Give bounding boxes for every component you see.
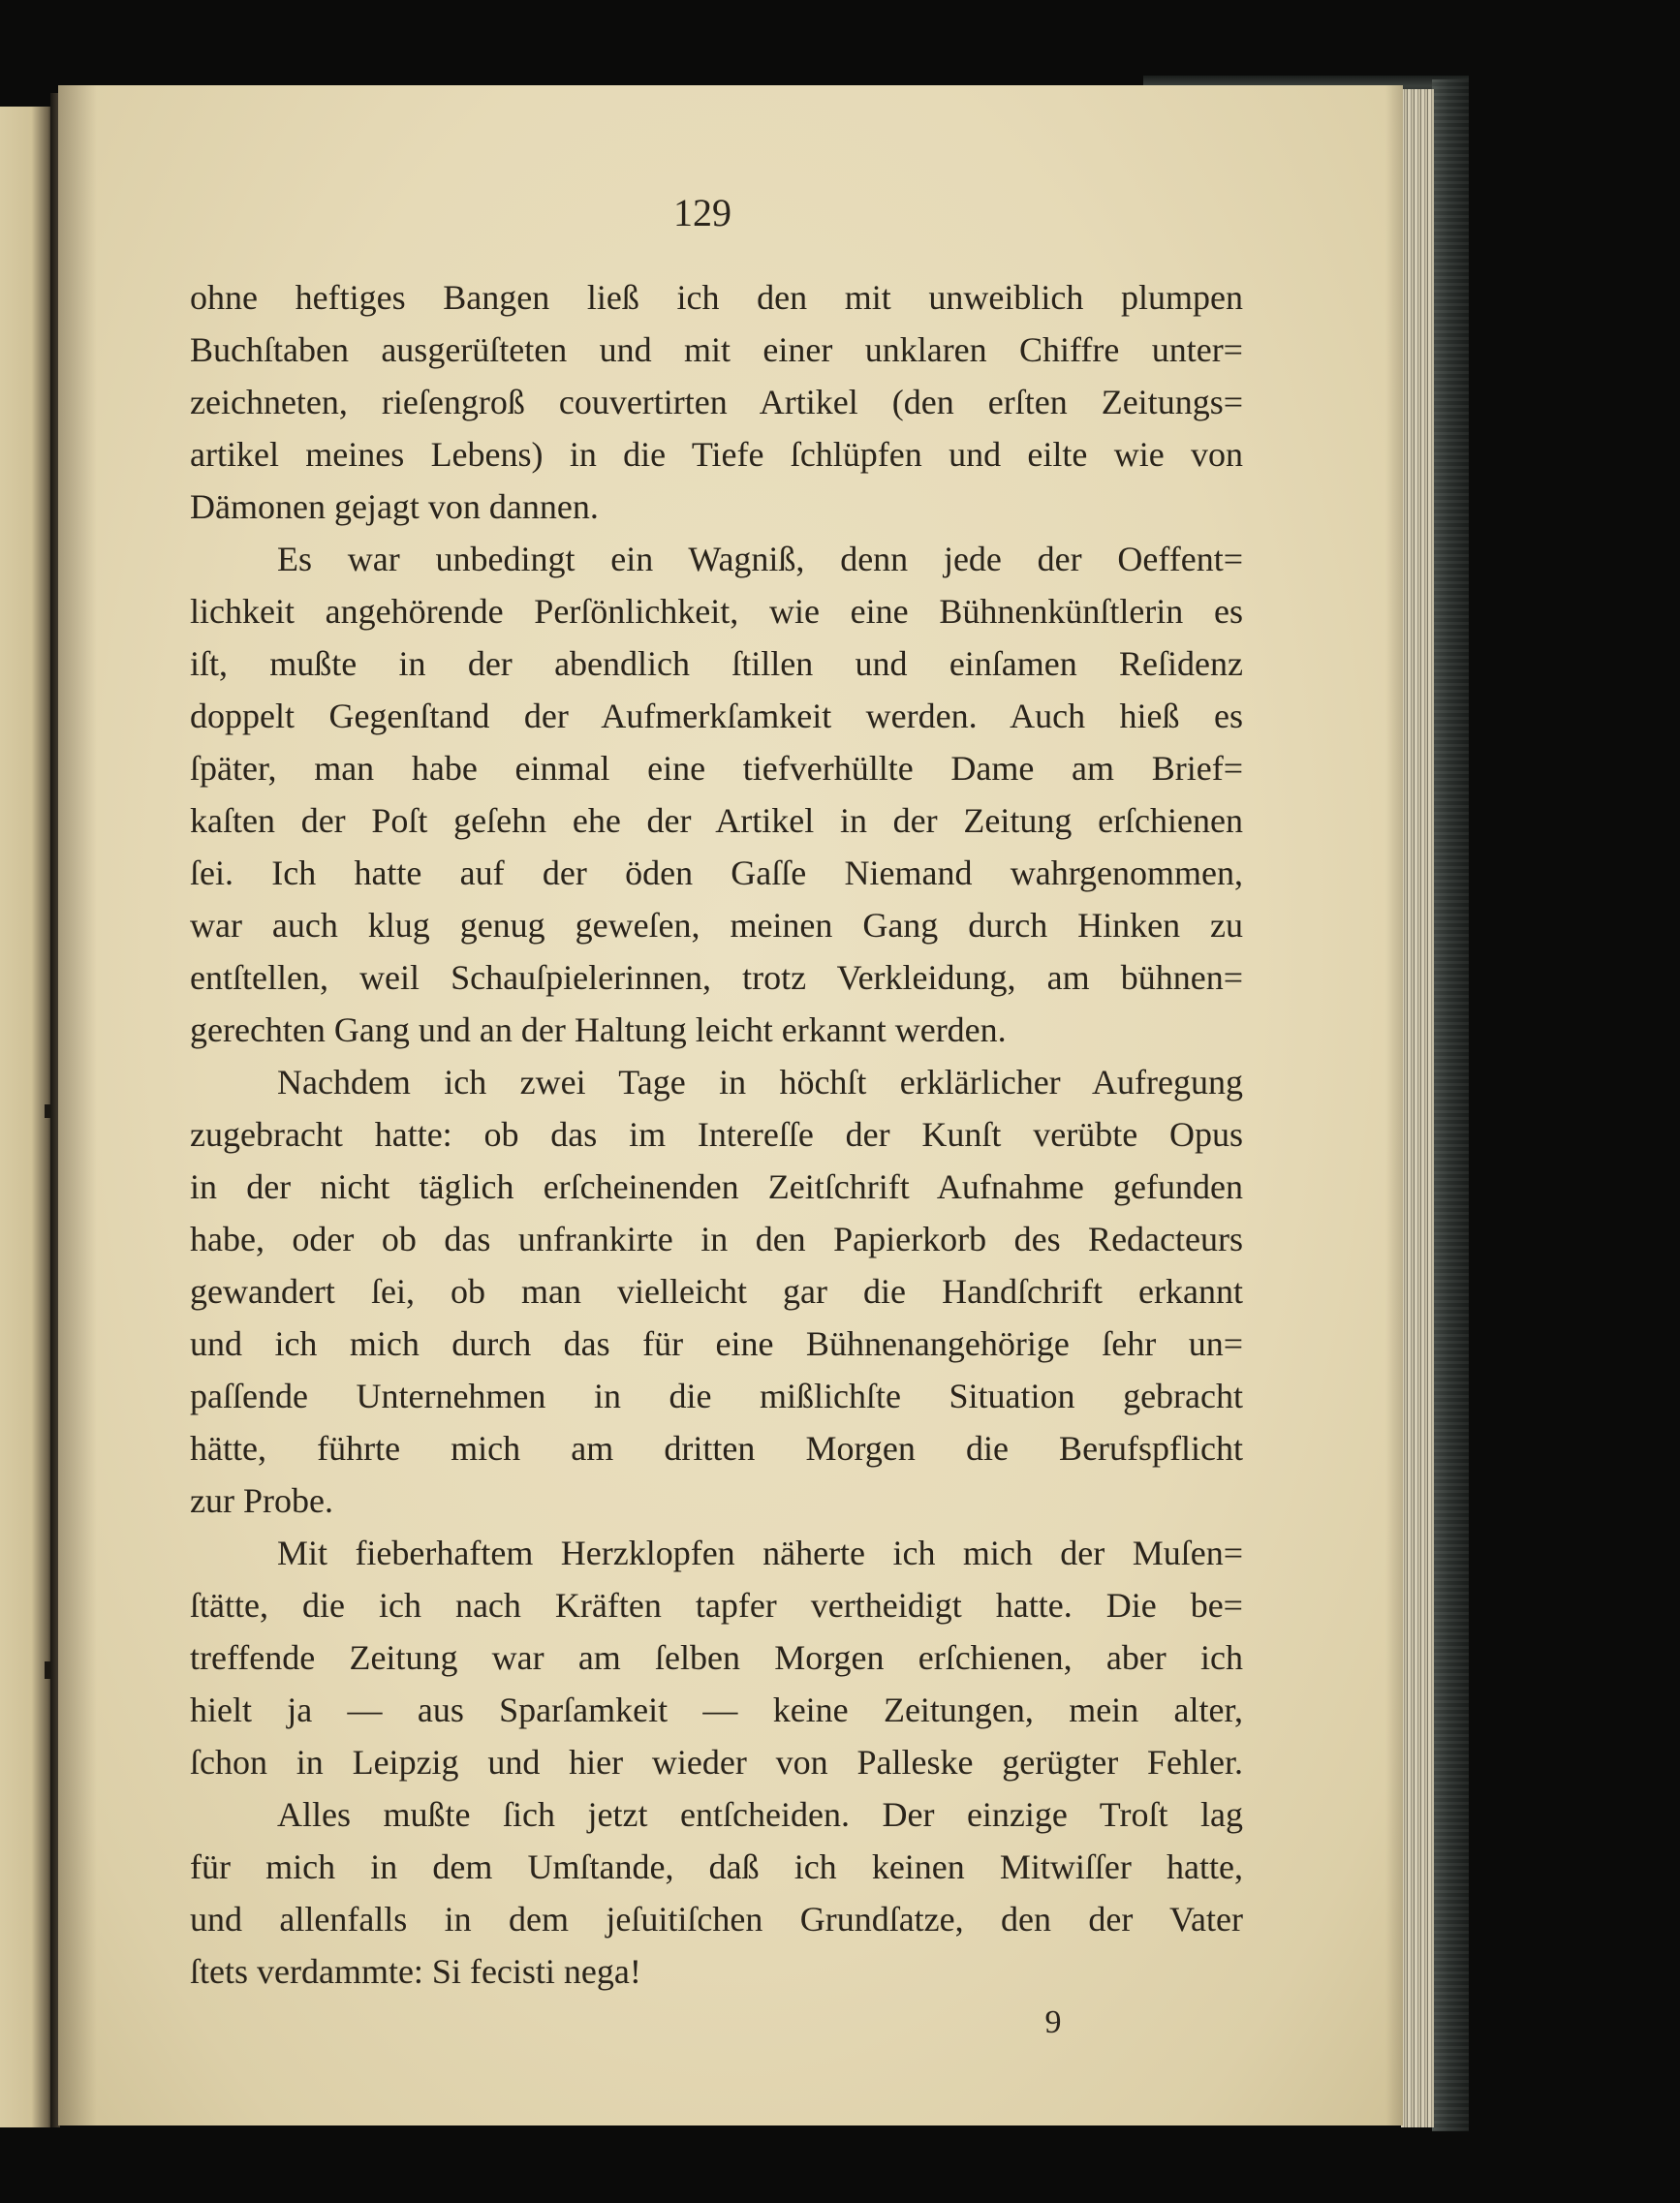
text-line: gerechten Gang und an der Haltung leicht erkannt werden. — [190, 1010, 1007, 1049]
text-line: Alles mußte ſich jetzt entſcheiden. Der einzige Troſt lag — [277, 1795, 1243, 1834]
text-line: doppelt Gegenſtand der Aufmerkſamkeit werden. Auch hieß es — [190, 697, 1243, 735]
page-number: 129 — [673, 191, 731, 234]
text-line: und ich mich durch das für eine Bühnenangehörige ſehr un= — [190, 1324, 1243, 1363]
signature-mark: 9 — [1044, 2004, 1062, 2040]
text-line: hätte, führte mich am dritten Morgen die Berufspflicht — [190, 1429, 1243, 1468]
page-stack-edge — [1401, 89, 1434, 2127]
text-line: ſpäter, man habe einmal eine tiefverhüllte Dame am Brief= — [190, 749, 1243, 788]
text-line: ſtätte, die ich nach Kräften tapfer vertheidigt hatte. Die be= — [190, 1586, 1243, 1625]
text-line: zeichneten, rieſengroß couvertirten Artikel (den erſten Zeitungs= — [190, 383, 1243, 421]
text-line: ſei. Ich hatte auf der öden Gaſſe Niemand wahrgenommen, — [190, 853, 1243, 892]
text-line: treffende Zeitung war am ſelben Morgen erſchienen, aber ich — [190, 1638, 1243, 1677]
text-line: Mit fieberhaftem Herzklopfen näherte ich mich der Muſen= — [277, 1534, 1243, 1572]
book-cover-edge — [1432, 79, 1469, 2131]
text-line: kaſten der Poſt geſehn ehe der Artikel in der Zeitung erſchienen — [190, 801, 1243, 840]
text-line: für mich in dem Umſtande, daß ich keinen Mitwiſſer hatte, — [190, 1847, 1243, 1886]
text-line: zugebracht hatte: ob das im Intereſſe der Kunſt verübte Opus — [190, 1115, 1243, 1154]
text-line: war auch klug genug geweſen, meinen Gang durch Hinken zu — [190, 906, 1243, 945]
page-text — [190, 271, 1243, 1998]
text-line: zur Probe. — [190, 1481, 333, 1520]
text-line: iſt, mußte in der abendlich ſtillen und einſamen Reſidenz — [190, 644, 1243, 683]
text-line: habe, oder ob das unfrankirte in den Papierkorb des Redacteurs — [190, 1220, 1243, 1258]
text-line: Buchſtaben ausgerüſteten und mit einer unklaren Chiffre unter= — [190, 330, 1243, 369]
text-line: lichkeit angehörende Perſönlichkeit, wie eine Bühnenkünſtlerin es — [190, 592, 1243, 631]
text-line: Es war unbedingt ein Wagniß, denn jede der Oeffent= — [277, 540, 1243, 578]
text-line: paſſende Unternehmen in die mißlichſte Situation gebracht — [190, 1377, 1243, 1415]
text-line: ſchon in Leipzig und hier wieder von Palleske gerügter Fehler. — [190, 1743, 1243, 1782]
text-line: hielt ja — aus Sparſamkeit — keine Zeitungen, mein alter, — [190, 1691, 1243, 1729]
text-line: in der nicht täglich erſcheinenden Zeitſchrift Aufnahme gefunden — [190, 1167, 1243, 1206]
text-line: ſtets verdammte: Si fecisti nega! — [190, 1952, 641, 1991]
text-line: und allenfalls in dem jeſuitiſchen Grundſatze, den der Vater — [190, 1900, 1243, 1939]
text-line: Nachdem ich zwei Tage in höchſt erklärlicher Aufregung — [277, 1063, 1243, 1102]
text-line: entſtellen, weil Schauſpielerinnen, trotz Verkleidung, am bühnen= — [190, 958, 1243, 997]
text-line: Dämonen gejagt von dannen. — [190, 487, 599, 526]
text-line: ohne heftiges Bangen ließ ich den mit unweiblich plumpen — [190, 278, 1243, 317]
text-line: artikel meines Lebens) in die Tiefe ſchlüpfen und eilte wie von — [190, 435, 1243, 474]
text-line: gewandert ſei, ob man vielleicht gar die Handſchrift erkannt — [190, 1272, 1243, 1311]
